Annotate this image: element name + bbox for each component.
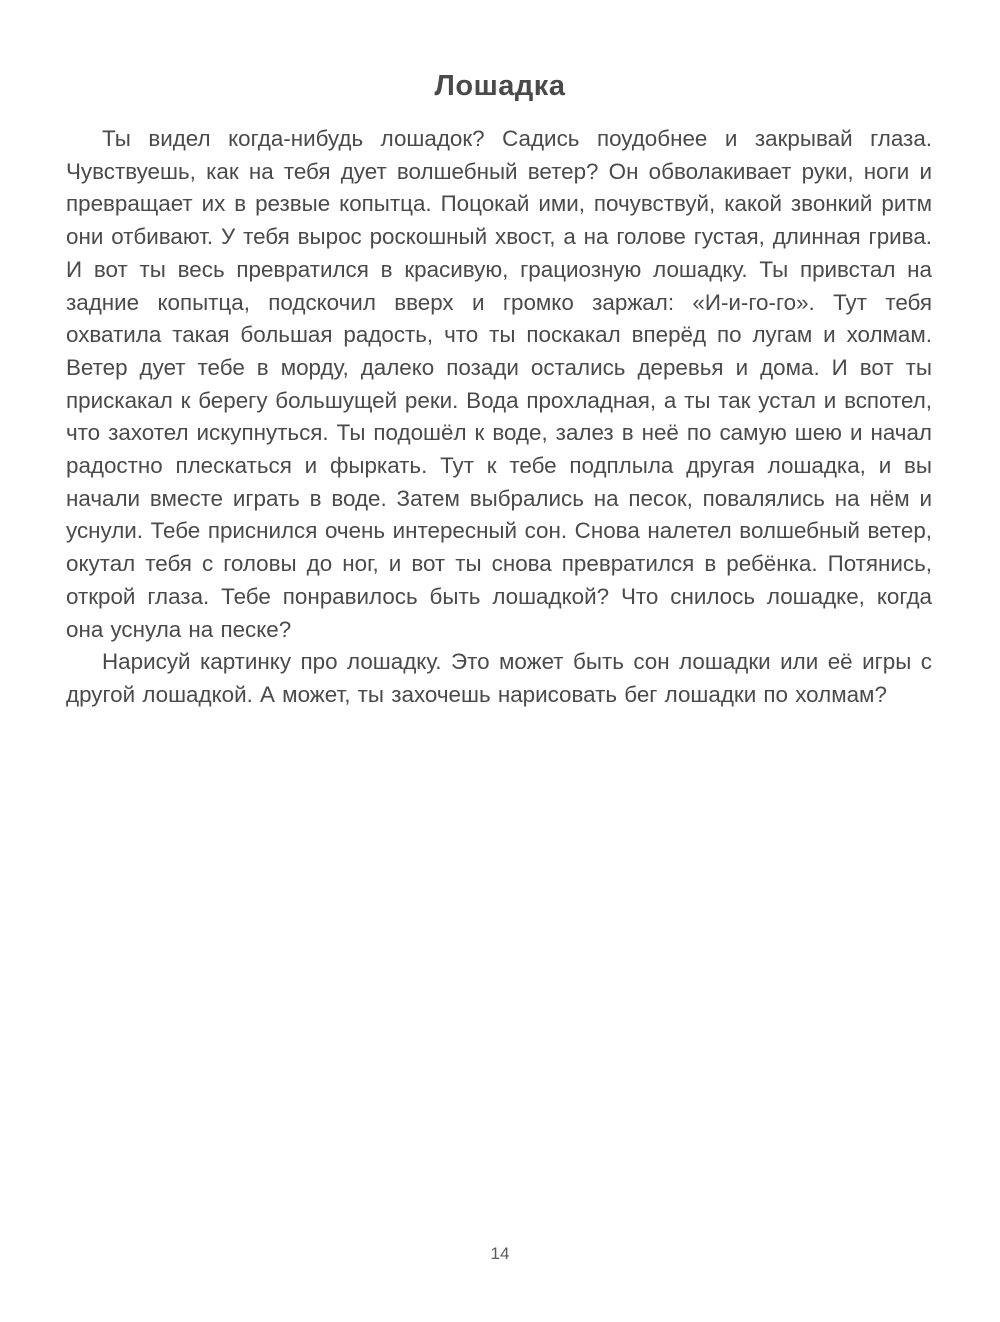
drawing-task-paragraph: Нарисуй картинку про лошадку. Это может быть сон лошадки или её игры с другой лошадкой. А может, ты захочешь нарисовать бег лошадки по холмам?: [66, 649, 932, 707]
story-paragraph: Ты видел когда-нибудь лошадок? Садись поудобнее и закрывай глаза. Чувствуешь, как на тебя дует волшебный ветер? Он обволакивает руки, ноги и превращает их в резвые копытца. Поцокай ими, почувствуй, какой звонкий ритм они отбивают. У тебя вырос роскошный хвост, а на голове густая, длинная грива. И вот ты весь превратился в красивую, грациозную лошадку. Ты привстал на задние копытца, подскочил вверх и громко заржал: «И-и-го-го». Тут тебя охватила такая большая радость, что ты поскакал вперёд по лугам и холмам. Ветер дует тебе в морду, далеко позади остались деревья и дома. И вот ты прискакал к берегу большущей реки. Вода прохладная, а ты так устал и вспотел, что захотел искупнуться. Ты подошёл к воде, залез в неё по самую шею и начал радостно плескаться и фыркать. Тут к тебе подплыла другая лошадка, и вы начали вместе играть в воде. Затем выбрались на песок, повалялись на нём и уснули. Тебе приснился очень интересный сон. Снова налетел волшебный ветер, окутал тебя с головы до ног, и вот ты снова превратился в ребёнка. Потянись, открой глаза. Тебе понравилось быть лошадкой? Что снилось лошадке, когда она уснула на песке?: [66, 126, 932, 642]
page-number: 14: [490, 1244, 510, 1263]
story-text: [66, 123, 932, 712]
page-title: Лошадка: [434, 70, 566, 102]
